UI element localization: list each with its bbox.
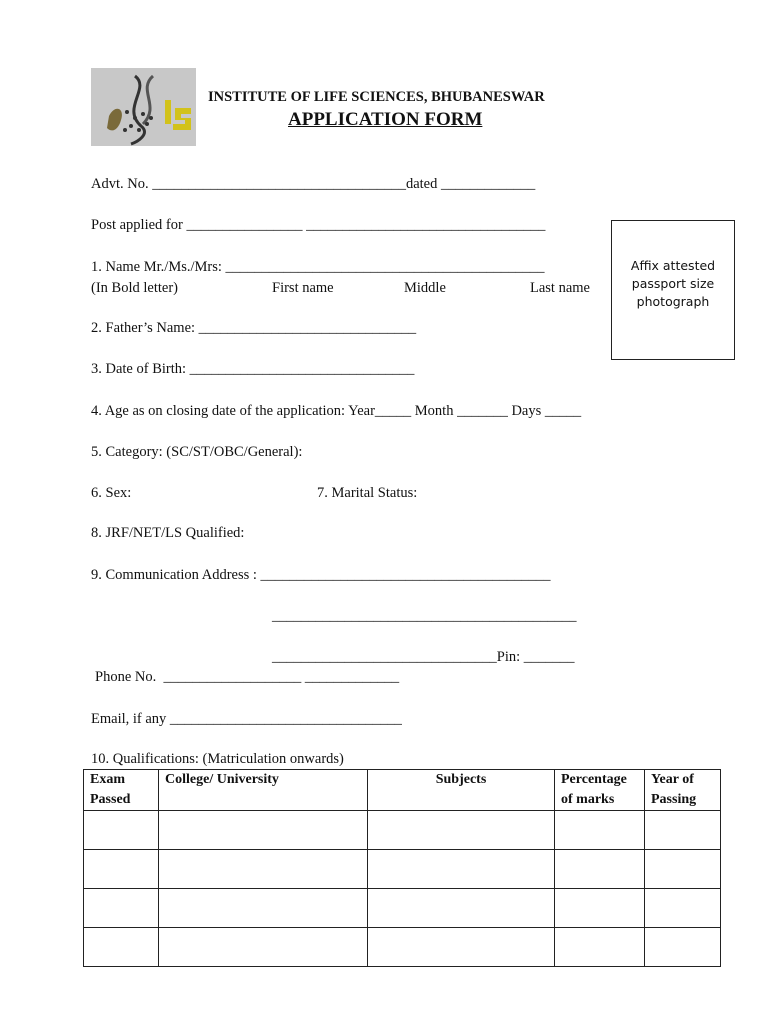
table-cell[interactable] [368,928,555,967]
address-line-3-pin[interactable]: _______________________________Pin: _______ [272,649,575,665]
table-cell[interactable] [555,811,645,850]
table-header-row [84,770,721,811]
table-cell[interactable] [555,850,645,889]
col-year-of-passing: Year of Passing [645,770,721,811]
table-cell[interactable] [84,928,159,967]
table-cell[interactable] [555,928,645,967]
father-name-field[interactable]: 2. Father’s Name: ______________________________ [91,320,417,336]
advt-no-field[interactable]: Advt. No. ___________________________________dated _____________ [91,176,536,192]
first-name-label: First name [272,280,334,296]
qualifications-table [83,769,721,967]
table-cell[interactable] [368,889,555,928]
form-title: APPLICATION FORM [288,109,483,130]
table-cell[interactable] [84,811,159,850]
institute-name: INSTITUTE OF LIFE SCIENCES, BHUBANESWAR [208,89,545,105]
bold-letter-note: (In Bold letter) [91,280,178,296]
age-field[interactable]: 4. Age as on closing date of the application: Year_____ Month _______ Days _____ [91,403,582,419]
table-cell[interactable] [159,928,368,967]
qualifications-heading: 10. Qualifications: (Matriculation onwards) [91,751,344,767]
table-cell[interactable] [645,889,721,928]
name-field[interactable]: 1. Name Mr./Ms./Mrs: ____________________________________________ [91,259,545,275]
col-exam-passed: Exam Passed [84,770,159,811]
post-applied-field[interactable]: Post applied for ________________ _________________________________ [91,217,546,233]
table-cell[interactable] [368,811,555,850]
logo-graphic [91,68,196,146]
table-row [84,889,721,928]
jrf-net-field[interactable]: 8. JRF/NET/LS Qualified: [91,525,245,541]
col-percentage: Percentage of marks [555,770,645,811]
address-line-2[interactable]: __________________________________________ [272,608,577,624]
table-cell[interactable] [159,811,368,850]
photo-box-line-2: passport size [631,276,715,291]
table-row [84,928,721,967]
table-cell[interactable] [159,850,368,889]
photo-box-line-1: Affix attested [630,258,716,273]
col-college-university: College/ University [159,770,368,811]
marital-status-field[interactable]: 7. Marital Status: [317,485,418,501]
phone-field[interactable]: Phone No. ___________________ _____________ [95,669,400,685]
table-cell[interactable] [368,850,555,889]
middle-name-label: Middle [404,280,446,296]
table-cell[interactable] [84,850,159,889]
table-cell[interactable] [645,928,721,967]
table-cell[interactable] [645,850,721,889]
col-subjects: Subjects [368,770,555,811]
table-cell[interactable] [159,889,368,928]
table-cell[interactable] [84,889,159,928]
institute-logo [91,68,196,146]
photo-box[interactable] [611,220,735,360]
table-row [84,850,721,889]
date-of-birth-field[interactable]: 3. Date of Birth: _______________________________ [91,361,415,377]
last-name-label: Last name [530,280,590,296]
table-cell[interactable] [555,889,645,928]
photo-box-line-3: photograph [636,294,710,309]
address-field[interactable]: 9. Communication Address : ________________________________________ [91,567,551,583]
sex-field[interactable]: 6. Sex: [91,485,132,501]
table-cell[interactable] [645,811,721,850]
email-field[interactable]: Email, if any ________________________________ [91,711,402,727]
category-field[interactable]: 5. Category: (SC/ST/OBC/General): [91,444,303,460]
table-row [84,811,721,850]
